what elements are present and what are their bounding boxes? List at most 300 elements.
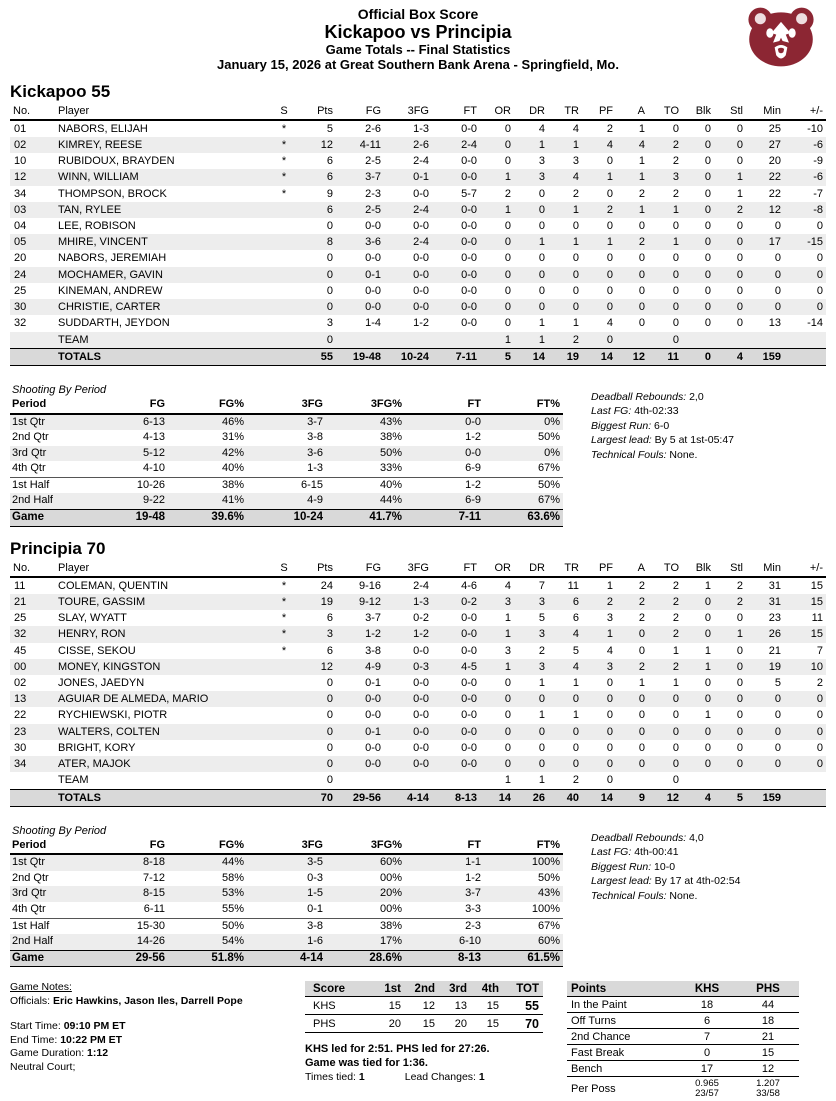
cell: 02 [14,139,27,152]
cell: 50% [484,477,563,493]
per-poss-label: Per Poss [571,1083,616,1096]
cell: 0 [736,139,743,152]
cell: 0 [638,693,645,706]
cell: 38% [326,918,405,934]
game-date-location: January 15, 2026 at Great Southern Bank Arena - Springfield, Mo. [217,56,619,72]
cell: 0-1 [365,268,381,281]
cell: 0-0 [461,220,477,233]
cell: 38% [379,431,402,444]
table-row [10,461,563,477]
cell: 1 [638,171,645,184]
cell [270,234,298,250]
matchup-title: Kickapoo vs Principia [324,22,512,43]
cell: 0 [736,155,743,168]
cell: 0 [736,301,743,314]
cell: 2nd Qtr [12,871,49,884]
last-fg-value: 4th-02:33 [634,405,679,418]
cell: 0 [326,220,333,233]
cell: 4-9 [365,660,381,673]
per-poss-khs: 0.965 23/57 [695,1077,719,1100]
cell: 46% [221,415,244,428]
cell: 58% [221,871,244,884]
principia-shooting-area [10,817,826,968]
cell: * [281,122,287,135]
cell: 2 [606,203,613,216]
cell: 1 [538,677,545,690]
cell: 100% [531,903,560,916]
cell: WINN, WILLIAM [58,171,139,184]
cell: Off Turns [567,1013,677,1029]
table-row [10,186,826,202]
cell: 0-0 [413,644,429,657]
cell: 4-14 [247,950,326,967]
cell: 22 [768,171,781,184]
table-row [10,691,826,707]
cell: 0% [544,446,560,459]
cell: 3-8 [247,918,326,934]
table-row [10,918,563,934]
cell: 9-12 [358,596,381,609]
cell: 0 [606,155,613,168]
column-header: FG [89,838,168,855]
cell: 19-48 [336,348,384,365]
cell: 0 [326,693,333,706]
cell: 2 [672,628,679,641]
table-row [10,610,826,626]
cell: 2 [672,660,679,673]
cell: 0-0 [461,677,477,690]
table-row [10,950,563,967]
cell: 17% [379,935,402,948]
cell: 0 [736,252,743,265]
cell: 1 [538,333,545,346]
officials-names: Eric Hawkins, Jason Iles, Darrell Pope [53,994,243,1007]
score-rows [305,997,543,1033]
cell [784,789,826,806]
cell: 40% [221,462,244,475]
cell [270,202,298,218]
cell: 0 [606,220,613,233]
cell: 0 [326,333,333,346]
cell: 70 [298,789,336,806]
cell: 2-4 [413,203,429,216]
column-header: Period [10,838,89,855]
cell: * [281,171,287,184]
last-fg-value: 4th-00:41 [634,846,679,859]
biggest-run-label: Biggest Run: [591,419,652,432]
cell: 10 [810,660,823,673]
cell: 45 [14,644,27,657]
cell: -8 [813,203,823,216]
cell: 10 [14,155,27,168]
cell: 0 [704,677,711,690]
cell: 2 [572,333,579,346]
cell: 32 [14,628,27,641]
cell [336,332,384,349]
cell: 15 [405,1015,439,1033]
cell: 0 [326,709,333,722]
cell: 6-9 [465,494,481,507]
cell: 1 [504,774,511,787]
cell: 10-24 [384,348,432,365]
cell: 5 [774,677,781,690]
cell: 100% [531,856,560,869]
table-row [10,250,826,266]
cell: 13 [439,997,471,1015]
cell: 51.8% [168,950,247,967]
cell: 2 [638,236,645,249]
cell: 20 [14,252,27,265]
cell: 0 [774,693,781,706]
cell: 8-15 [142,887,165,900]
deadball-rebounds-value: 2,0 [689,390,704,403]
cell: 5 [572,644,579,657]
cell: 8-18 [142,856,165,869]
cell: 0 [326,252,333,265]
cell: 159 [746,348,784,365]
column-header: Period [10,397,89,414]
cell: KIMREY, REESE [58,139,143,152]
cell: 54% [221,935,244,948]
cell: 2 [672,139,679,152]
cell: 0 [606,677,613,690]
column-header: Blk [682,103,714,120]
cell: 19-48 [89,510,168,527]
cell: 0-1 [307,903,323,916]
column-header: TOT [503,981,543,997]
cell: 30 [14,741,27,754]
cell: 0 [736,122,743,135]
cell: NABORS, JEREMIAH [58,252,167,265]
cell: 1-5 [307,887,323,900]
cell: 0 [638,284,645,297]
cell: ATER, MAJOK [58,758,131,771]
table-row [10,267,826,283]
column-header: Player [44,103,270,120]
cell: 2 [572,187,579,200]
cell: 1-2 [405,477,484,493]
cell: 0 [538,301,545,314]
shooting-header-row [10,397,563,414]
cell: 0 [326,741,333,754]
cell [270,348,298,365]
technical-fouls-label: Technical Fouls: [591,448,667,461]
cell: -6 [813,171,823,184]
cell: 14 [582,348,616,365]
cell: 2 [736,596,743,609]
largest-lead-value: By 5 at 1st-05:47 [654,434,735,447]
cell: 70 [503,1015,543,1033]
cell: 01 [14,122,27,135]
cell: 0 [704,741,711,754]
cell: 1 [638,122,645,135]
largest-lead-label: Largest lead: [591,875,652,888]
cell: 41.7% [326,510,405,527]
cell: 2-5 [365,155,381,168]
cell: 1st Half [10,477,89,493]
cell: 0 [504,317,511,330]
cell: -10 [807,122,823,135]
cell: 0 [538,741,545,754]
cell: 4 [572,171,579,184]
column-header: A [616,560,648,577]
cell: 2 [638,579,645,592]
box-header-row [10,103,826,120]
cell: -14 [807,317,823,330]
cell: 0-0 [461,155,477,168]
cell: 67% [537,462,560,475]
officials-line: Officials: Eric Hawkins, Jason Iles, Darrell Pope [10,994,243,1007]
cell: 17 [768,236,781,249]
table-row [10,234,826,250]
cell: 2nd Half [12,494,53,507]
cell: 0 [504,252,511,265]
cell [270,772,298,789]
column-header: PHS [737,981,799,997]
table-row [10,594,826,610]
cell: 4 [504,579,511,592]
cell: 18 [677,997,737,1013]
cell: 0 [326,301,333,314]
column-header: DR [514,103,548,120]
cell: 0 [736,268,743,281]
cell: 15 [810,628,823,641]
cell: 50% [537,431,560,444]
column-header: No. [10,560,44,577]
cell: 20 [768,155,781,168]
cell: 1 [736,628,743,641]
cell: 2nd Qtr [12,431,49,444]
cell: SLAY, WYATT [58,612,127,625]
cell: 0 [572,741,579,754]
cell: 0-3 [307,871,323,884]
column-header: 3FG [384,103,432,120]
score-by-period-block [305,981,555,1083]
cell: 0 [682,348,714,365]
cell: 3 [538,628,545,641]
cell: 0 [326,677,333,690]
cell: 5 [326,122,333,135]
start-time-line: Start Time: 09:10 PM ET [10,1020,126,1033]
cell: 0-0 [461,317,477,330]
cell [10,772,44,789]
cell: 0-0 [365,741,381,754]
table-row [10,202,826,218]
cell: 2 [638,596,645,609]
cell: 1 [538,317,545,330]
cell: 0 [538,252,545,265]
cell: 0 [606,252,613,265]
cell: 7 [677,1029,737,1045]
cell: 0-0 [461,203,477,216]
cell: 4th Qtr [12,462,46,475]
cell: 0-0 [413,709,429,722]
cell: 5 [538,612,545,625]
cell: 40 [548,789,582,806]
cell: 0 [774,301,781,314]
table-row [10,740,826,756]
cell: MONEY, KINGSTON [58,660,161,673]
cell: 15 [810,596,823,609]
cell [270,659,298,675]
cell [384,772,432,789]
cell [682,772,714,789]
table-row [10,153,826,169]
cell: 0 [538,268,545,281]
cell: 24 [14,268,27,281]
cell: 1 [704,709,711,722]
cell: 19 [548,348,582,365]
cell: 0 [538,220,545,233]
cell: 3 [504,644,511,657]
cell: 9 [326,187,333,200]
cell: 10-26 [89,477,168,493]
cell: 7 [816,644,823,657]
cell: In the Paint [567,997,677,1013]
cell: 1 [672,644,679,657]
cell: 0 [816,758,823,771]
cell: 0 [672,122,679,135]
cell: 0 [326,268,333,281]
cell: 39.6% [168,510,247,527]
cell [270,315,298,331]
table-row [10,886,563,902]
cell: 1-6 [307,935,323,948]
cell: 2 [504,187,511,200]
column-header: Stl [714,560,746,577]
cell: 3 [538,660,545,673]
cell: BRIGHT, KORY [58,741,136,754]
cell: 3-6 [307,446,323,459]
cell: 10-24 [247,510,326,527]
cell: 0 [572,268,579,281]
cell: 0 [504,758,511,771]
cell: 0 [672,301,679,314]
cell: JONES, JAEDYN [58,677,145,690]
cell: 15 [471,1015,503,1033]
cell [270,740,298,756]
cell: 1 [736,171,743,184]
column-header: FG [89,397,168,414]
cell: 2-3 [365,187,381,200]
cell: 6 [326,171,333,184]
column-header: PF [582,560,616,577]
cell: 7-11 [432,348,480,365]
cell: 2-6 [365,122,381,135]
cell: 19 [320,596,333,609]
column-header: 3FG% [326,397,405,414]
cell: 0 [704,203,711,216]
cell: 60% [537,935,560,948]
cell: 0-0 [365,709,381,722]
cell [270,267,298,283]
cell: 4 [606,317,613,330]
cell: 1 [672,203,679,216]
cell: 50% [168,918,247,934]
cell: 1 [638,155,645,168]
cell: 4 [538,122,545,135]
cell: 2 [672,612,679,625]
cell: 0-2 [413,612,429,625]
cell: 0 [638,252,645,265]
cell: 0 [538,758,545,771]
cell [432,772,480,789]
cell: 0 [504,236,511,249]
cell: 1 [736,187,743,200]
cell: 0 [736,693,743,706]
cell: 0-0 [465,446,481,459]
deadball-rebounds-label: Deadball Rebounds: [591,831,687,844]
cell: 0% [544,415,560,428]
cell: 4 [606,644,613,657]
cell: 5 [714,789,746,806]
cell: 2-4 [413,579,429,592]
column-header: Min [746,103,784,120]
cell: 0-3 [413,660,429,673]
column-header: Points [567,981,677,997]
cell: 11 [811,612,823,625]
cell: 6 [326,155,333,168]
cell: THOMPSON, BROCK [58,187,167,200]
points-rows [567,997,799,1077]
shooting-header-row [10,838,563,855]
table-row [10,315,826,331]
table-row [10,218,826,234]
cell: 0 [672,284,679,297]
cell: 3-3 [465,903,481,916]
cell: * [281,644,287,657]
cell: 0-0 [461,741,477,754]
column-header: OR [480,103,514,120]
cell: 0 [816,268,823,281]
cell: 8 [326,236,333,249]
cell: 0 [572,220,579,233]
column-header: TO [648,103,682,120]
cell: 22 [768,187,781,200]
column-header: FT% [484,838,563,855]
cell: 1-3 [413,122,429,135]
cell: 0 [672,774,679,787]
cell: 38% [168,477,247,493]
cell: 20% [379,887,402,900]
cell: PHS [305,1015,373,1033]
cell: 6-13 [142,415,165,428]
points-breakdown-table [567,981,799,1101]
cell: 1 [504,628,511,641]
kickapoo-section [10,82,826,527]
cell: TEAM [58,774,89,787]
cell: 0 [704,596,711,609]
cell: MHIRE, VINCENT [58,236,148,249]
per-poss-row [567,1077,799,1101]
cell: 0-0 [461,171,477,184]
cell [270,691,298,707]
cell: NABORS, ELIJAH [58,122,148,135]
table-row [10,510,563,527]
cell: 0-2 [461,596,477,609]
cell: 3 [606,612,613,625]
column-header: No. [10,103,44,120]
cell: 2-4 [461,139,477,152]
cell: 0-0 [461,693,477,706]
table-row [10,707,826,723]
cell [270,789,298,806]
cell: 2 [736,579,743,592]
cell: 0 [816,725,823,738]
cell: SUDDARTH, JEYDON [58,317,170,330]
lead-summary: KHS led for 2:51. PHS led for 27:26. Game was tied for 1:36. [305,1043,490,1069]
cell: 0-0 [413,252,429,265]
